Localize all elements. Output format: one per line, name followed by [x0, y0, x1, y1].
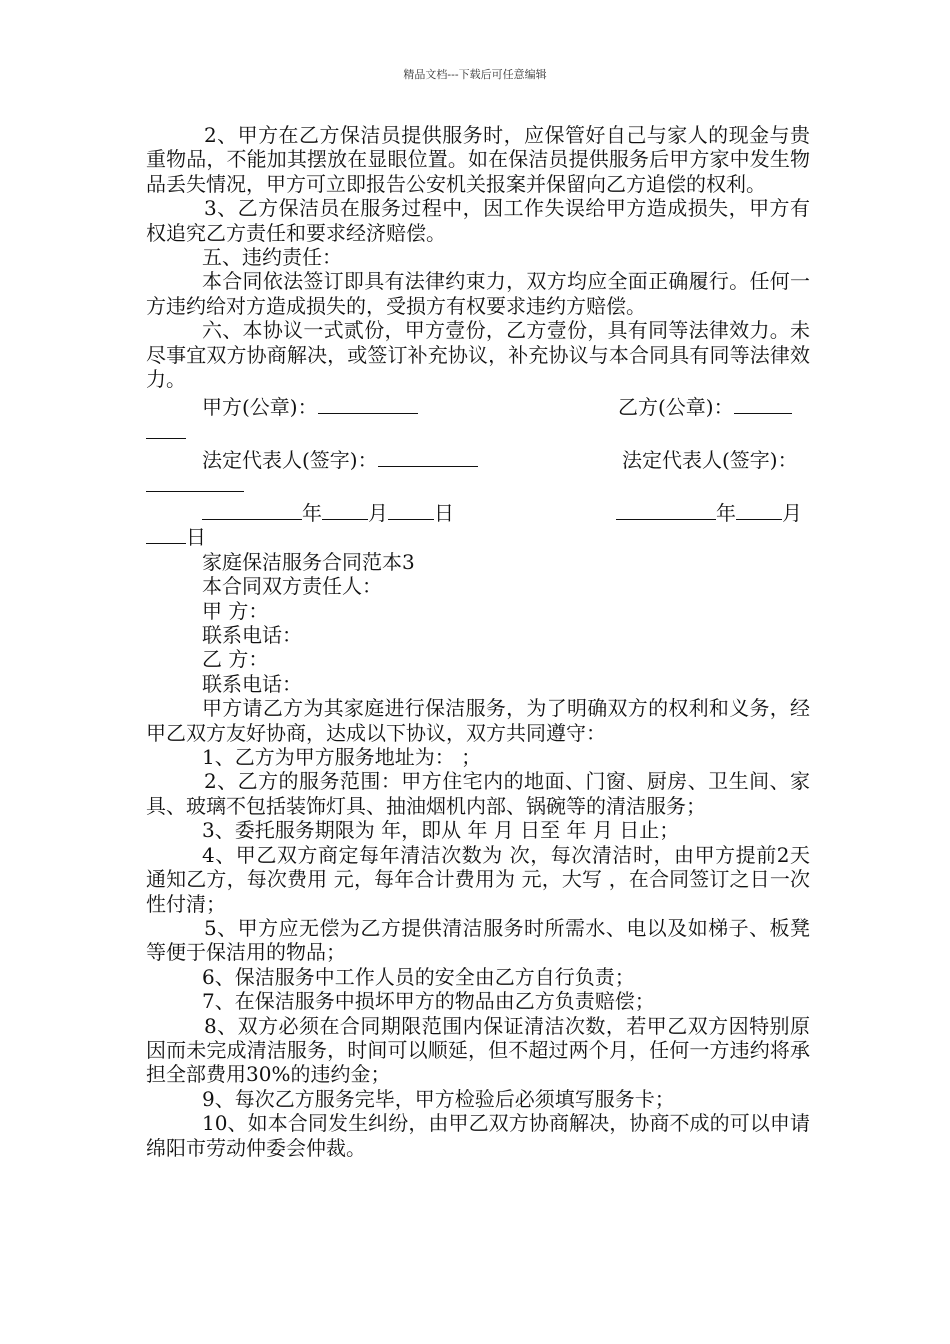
copies-paragraph: 六、本协议一式贰份，甲方壹份，乙方壹份，具有同等法律效力。未尽事宜双方协商解决，或签订补充协议，补充协议与本合同具有同等法律效力。: [146, 318, 810, 392]
date-line: [146, 501, 810, 525]
parties-heading: 本合同双方责任人：: [202, 574, 382, 599]
date-b-year: 年: [716, 501, 736, 526]
item-5: 5、甲方应无偿为乙方提供清洁服务时所需水、电以及如梯子、板凳等便于保洁用的物品；: [146, 915, 810, 965]
party-a-label: 甲 方：: [202, 598, 269, 623]
item-10: 10、如本合同发生纠纷，由甲乙双方协商解决，协商不成的可以申请绵阳市劳动仲委会仲裁。: [146, 1111, 810, 1160]
party-b-seal-blank-cont: [146, 420, 186, 439]
item-2: 2、乙方的服务范围：甲方住宅内的地面、门窗、厨房、卫生间、家具、玻璃不包括装饰灯具、抽油烟机内部、锅碗等的清洁服务；: [146, 769, 810, 818]
date-a-year: 年: [302, 501, 322, 526]
item-7: 7、在保洁服务中损坏甲方的物品由乙方负责赔偿；: [202, 989, 655, 1014]
item-4: 4、甲乙双方商定每年清洁次数为 次，每次清洁时，由甲方提前2天通知乙方，每次费用 元，每年合计费用为 元，大写 ，在合同签订之日一次性付清；: [146, 842, 810, 916]
rep-line: [146, 448, 810, 472]
breach-paragraph: 本合同依法签订即具有法律约束力，双方均应全面正确履行。任何一方违约给对方造成损失的，受损方有权要求违约方赔偿。: [146, 269, 810, 318]
clause-2-paragraph: 2、甲方在乙方保洁员提供服务时，应保管好自己与家人的现金与贵重物品，不能加其摆放在显眼位置。如在保洁员提供服务后甲方家中发生物品丢失情况，甲方可立即报告公安机关报案并保留向乙方追偿的权利。: [146, 123, 810, 196]
contract-title: 家庭保洁服务合同范本3: [202, 549, 415, 574]
rep-a-label: 法定代表人(签字)：: [202, 448, 378, 473]
date-b-day-blank: [146, 525, 186, 544]
item-3: 3、委托服务期限为 年，即从 年 月 日至 年 月 日止；: [202, 818, 680, 843]
item-6: 6、保洁服务中工作人员的安全由乙方自行负责；: [202, 964, 635, 989]
date-a-day: 日: [434, 501, 454, 526]
item-9: 9、每次乙方服务完毕，甲方检验后必须填写服务卡；: [202, 1086, 675, 1111]
page-header: 精品文档---下载后可任意编辑: [403, 68, 547, 81]
intro-paragraph: 甲方请乙方为其家庭进行保洁服务，为了明确双方的权利和义务，经甲乙双方友好协商，达成以下协议，双方共同遵守：: [146, 696, 810, 745]
phone-b-label: 联系电话：: [202, 671, 302, 696]
clause-3-paragraph: 3、乙方保洁员在服务过程中，因工作失误给甲方造成损失，甲方有权追究乙方责任和要求经济赔偿。: [146, 196, 810, 245]
item-8: 8、双方必须在合同期限范围内保证清洁次数，若甲乙双方因特别原因而未完成清洁服务，时间可以顺延，但不超过两个月，任何一方违约将承担全部费用30%的违约金；: [146, 1013, 810, 1087]
rep-b-blank: [146, 473, 244, 492]
date-a-day-blank: [388, 501, 434, 520]
date-b-month-blank: [736, 501, 782, 520]
date-a-month-blank: [322, 501, 368, 520]
item-1: 1、乙方为甲方服务地址为： ；: [202, 745, 482, 770]
party-b-seal-blank: [734, 395, 792, 414]
document-body: [146, 123, 810, 1160]
party-b-label: 乙 方：: [202, 647, 269, 672]
date-a-year-blank: [202, 501, 302, 520]
party-a-seal-label: 甲方(公章)：: [202, 395, 318, 420]
date-a-month: 月: [368, 501, 388, 526]
rep-b-label: 法定代表人(签字)：: [622, 448, 798, 473]
date-b-day: 日: [186, 525, 206, 550]
phone-a-label: 联系电话：: [202, 623, 302, 648]
seal-line: [146, 395, 810, 419]
date-b-year-blank: [616, 501, 716, 520]
party-b-seal-label: 乙方(公章)：: [618, 395, 734, 420]
party-a-seal-blank: [318, 395, 418, 414]
breach-heading: 五、违约责任：: [202, 245, 342, 270]
rep-a-blank: [378, 448, 478, 467]
date-b-month: 月: [782, 501, 802, 526]
